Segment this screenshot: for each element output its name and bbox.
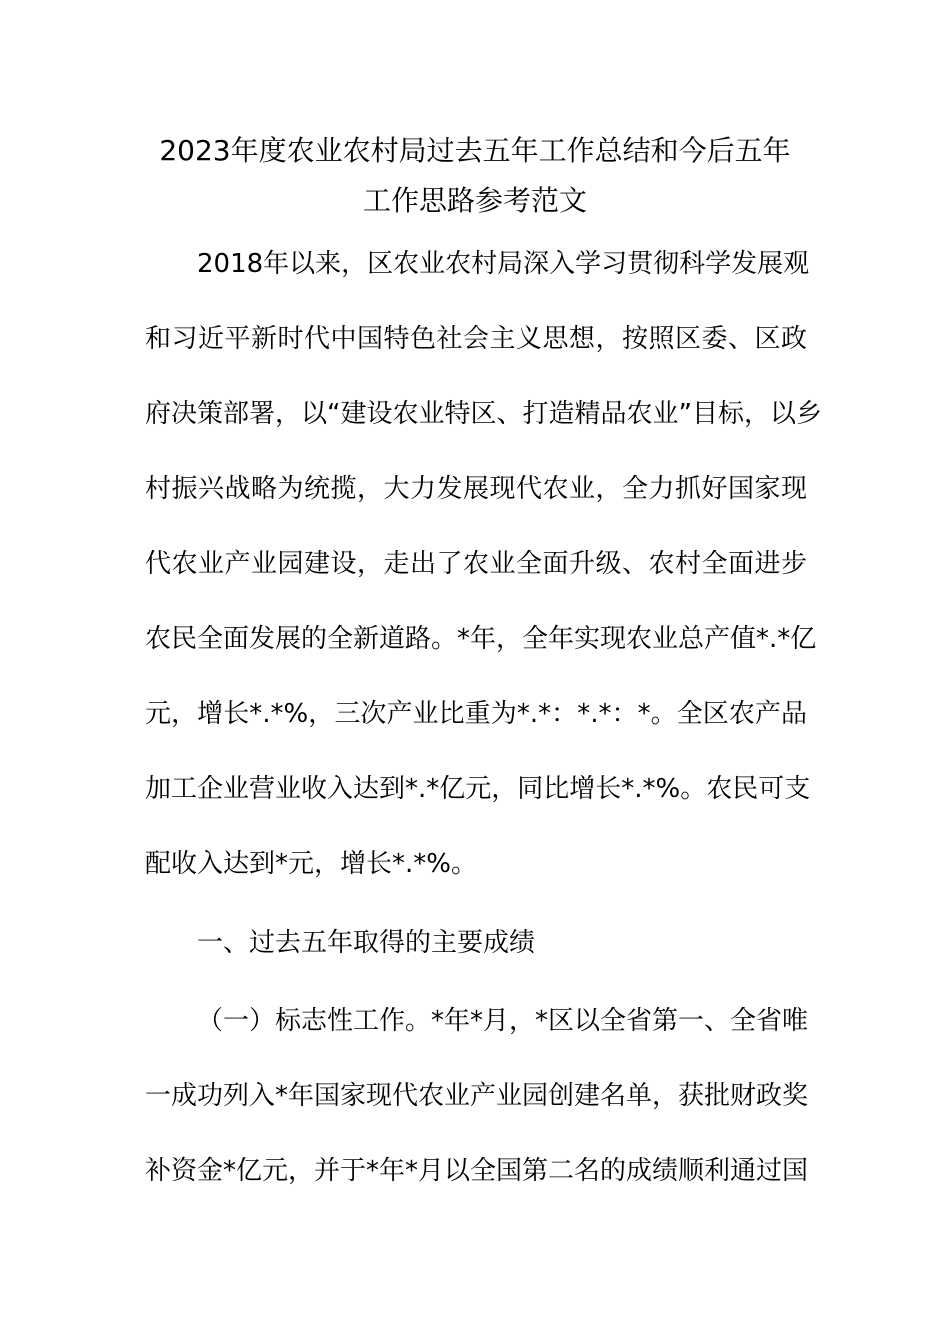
intro-paragraph-line: 府决策部署，以“建设农业特区、打造精品农业”目标，以乡 — [145, 399, 822, 429]
document-title-line-2: 工作思路参考范文 — [362, 184, 587, 217]
intro-paragraph-line: 和习近平新时代中国特色社会主义思想，按照区委、区政 — [145, 324, 807, 354]
intro-paragraph-line: 代农业产业园建设，走出了农业全面升级、农村全面进步 — [145, 549, 807, 579]
subsection-paragraph-line: （一）标志性工作。*年*月，*区以全省第一、全省唯 — [197, 1006, 809, 1036]
subsection-paragraph-line: 补资金*亿元，并于*年*月以全国第二名的成绩顺利通过国 — [145, 1156, 809, 1186]
section-heading: 一、过去五年取得的主要成绩 — [197, 928, 536, 958]
intro-paragraph-line: 配收入达到*元，增长*.*%。 — [145, 849, 477, 879]
intro-paragraph-line: 加工企业营业收入达到*.*亿元，同比增长*.*%。农民可支 — [145, 774, 811, 804]
intro-paragraph-line: 元，增长*.*%，三次产业比重为*.*：*.*：*。全区农产品 — [145, 699, 807, 729]
intro-paragraph-line: 2018年以来，区农业农村局深入学习贯彻科学发展观 — [197, 249, 810, 279]
subsection-paragraph-line: 一成功列入*年国家现代农业产业园创建名单，获批财政奖 — [145, 1081, 809, 1111]
intro-paragraph-line: 村振兴战略为统揽，大力发展现代农业，全力抓好国家现 — [145, 474, 807, 504]
document-title-line-1: 2023年度农业农村局过去五年工作总结和今后五年 — [159, 134, 791, 167]
intro-paragraph-line: 农民全面发展的全新道路。*年，全年实现农业总产值*.*亿 — [145, 624, 817, 654]
